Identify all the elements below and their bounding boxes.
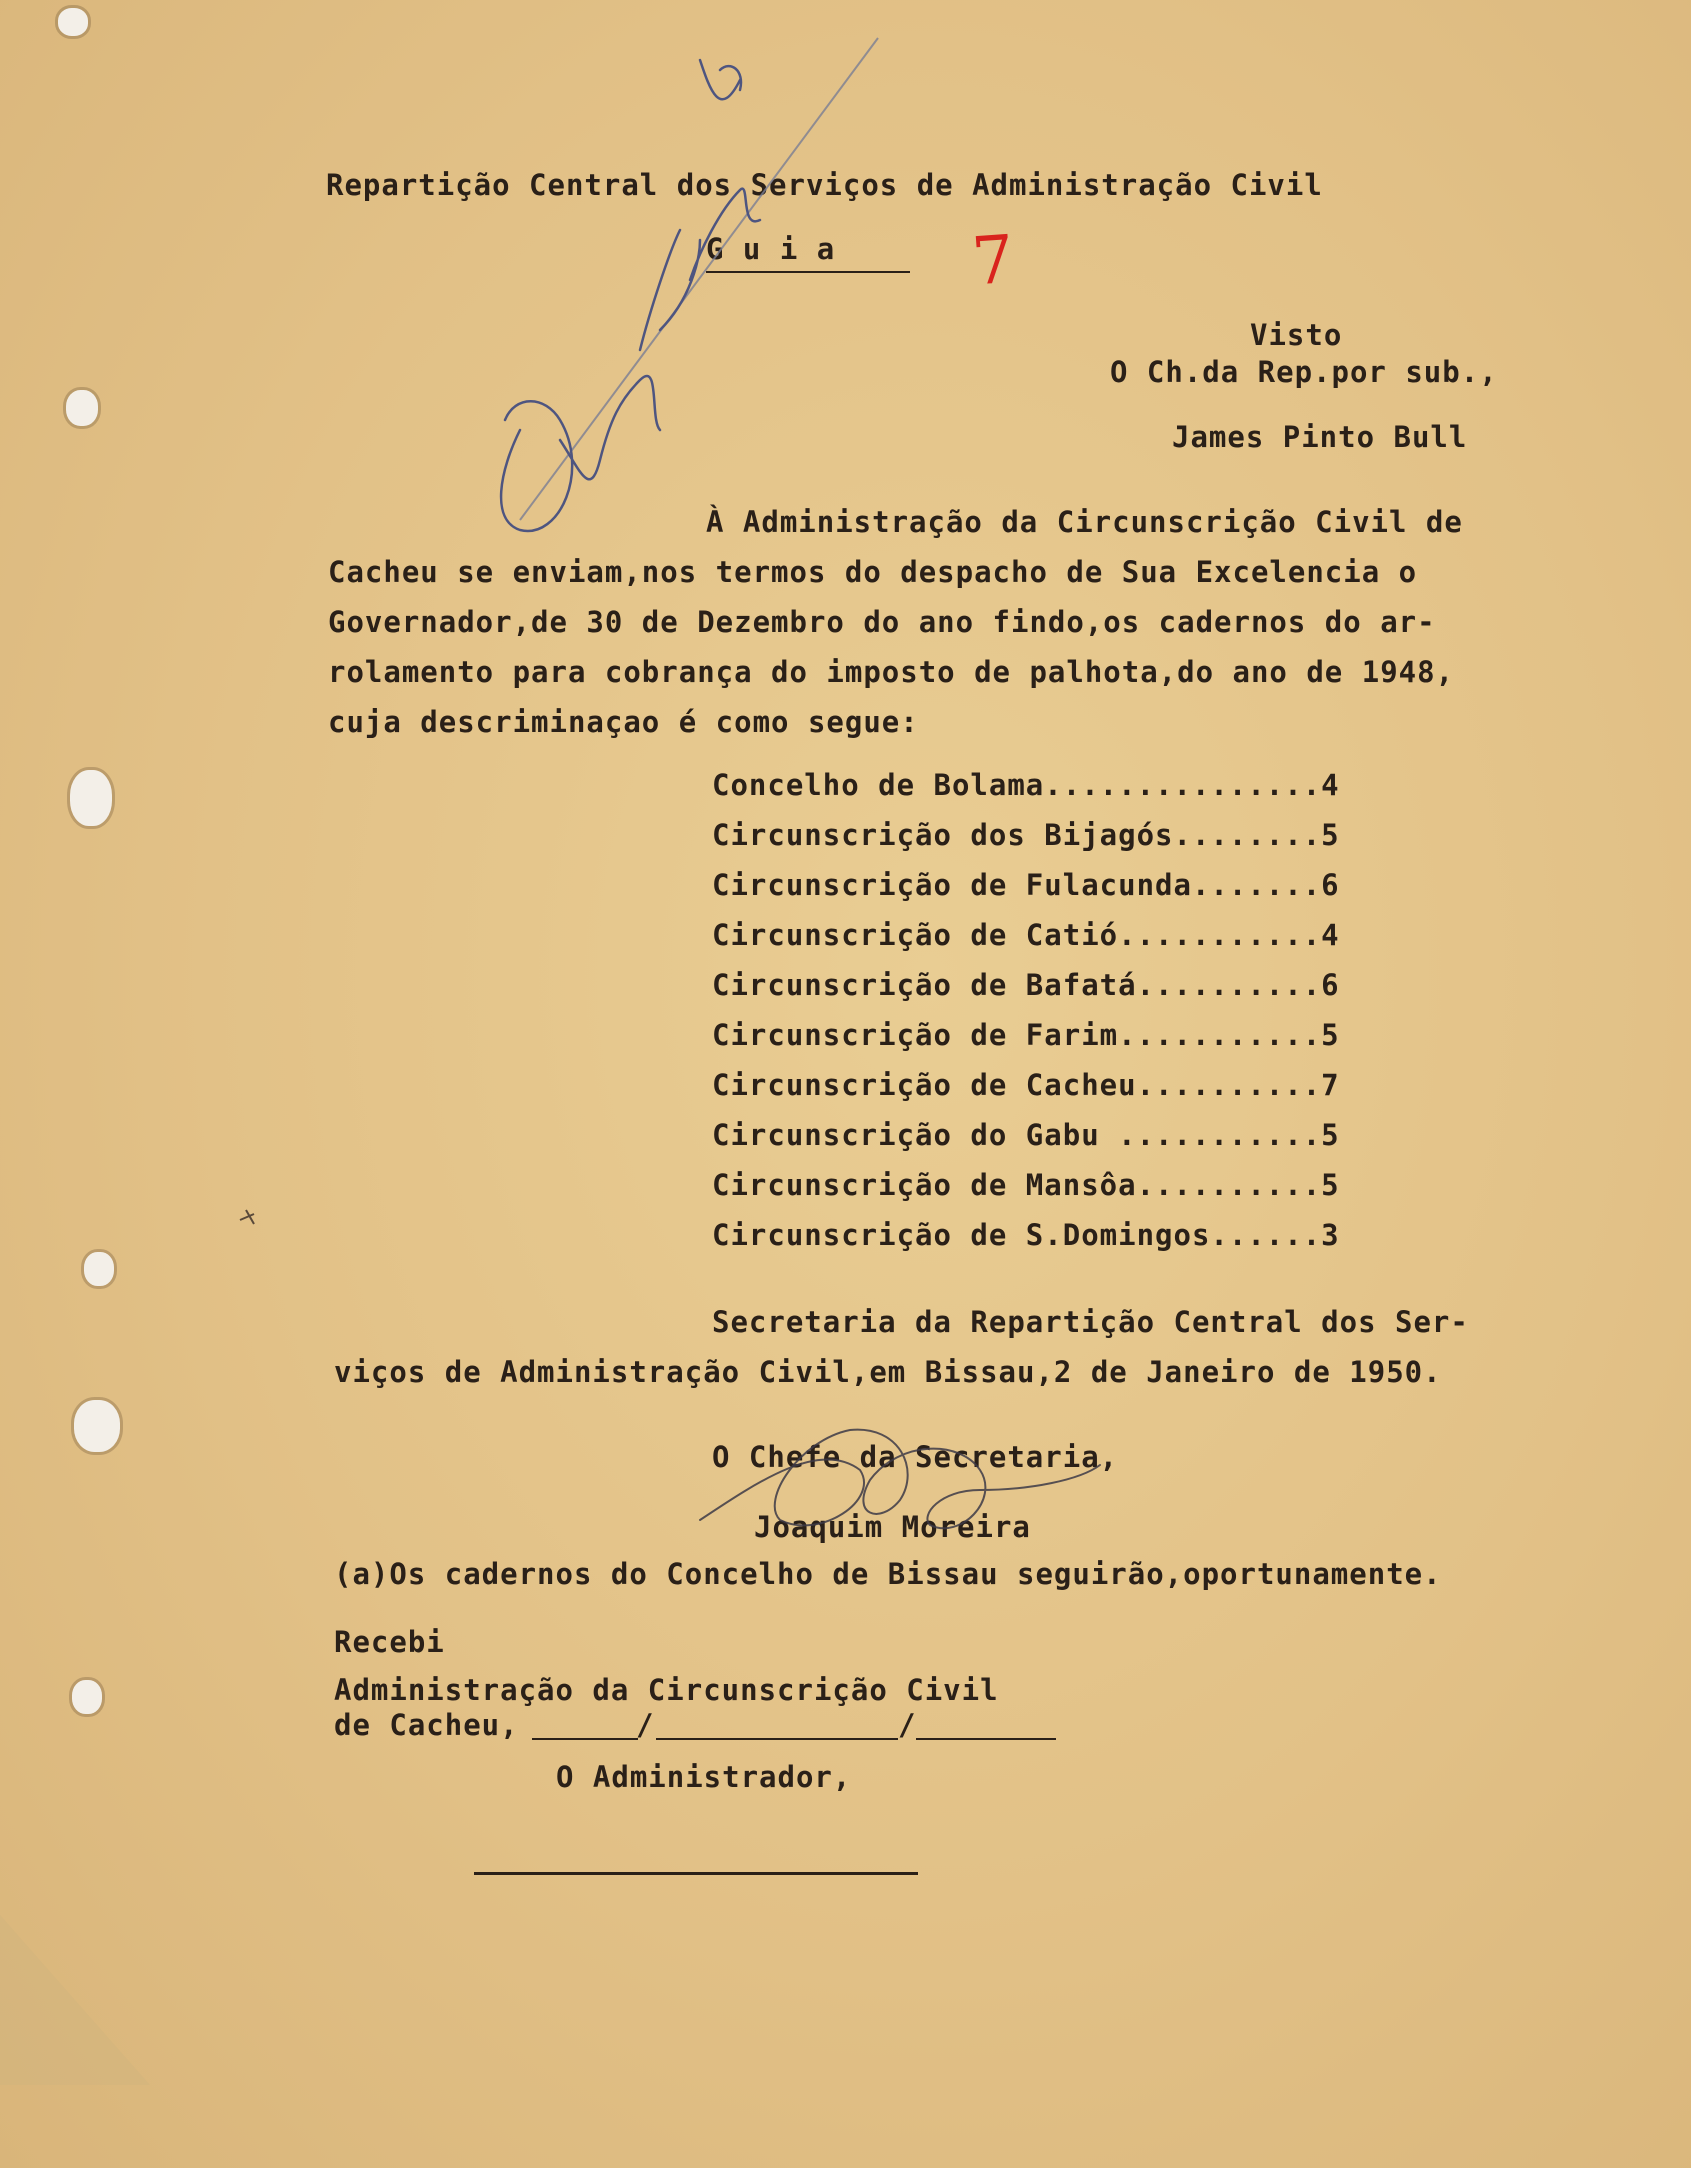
signature-name: Joaquim Moreira — [754, 1510, 1031, 1544]
item-count: 4 — [1321, 918, 1340, 952]
receipt-line: de Cacheu, — [334, 1708, 519, 1742]
body-line: rolamento para cobrança do imposto de palhota,do ano de 1948, — [328, 655, 1455, 689]
item-count: 5 — [1321, 818, 1340, 852]
approval-name: James Pinto Bull — [1172, 420, 1468, 454]
pencil-diagonal-stroke — [520, 38, 878, 520]
approval-visto: Visto — [1250, 318, 1343, 352]
item-label: Circunscrição de S.Domingos...... — [712, 1218, 1322, 1252]
item-count: 5 — [1321, 1118, 1340, 1152]
duplicado-handwriting — [501, 60, 760, 531]
item-count: 3 — [1321, 1218, 1340, 1252]
administrator-label: O Administrador, — [556, 1760, 852, 1794]
item-count: 7 — [1321, 1068, 1340, 1102]
approval-chief-line: O Ch.da Rep.por sub., — [1110, 355, 1498, 389]
receipt-label: Recebi — [334, 1625, 445, 1659]
item-label: Circunscrição de Cacheu.......... — [712, 1068, 1322, 1102]
receipt-line: Administração da Circunscrição Civil — [334, 1673, 999, 1707]
item-label: Circunscrição do Gabu ........... — [712, 1118, 1322, 1152]
item-label: Concelho de Bolama............... — [712, 768, 1322, 802]
moreira-signature — [700, 1430, 1100, 1529]
closing-line: Secretaria da Repartição Central dos Ser- — [712, 1305, 1469, 1339]
item-label: Circunscrição de Fulacunda....... — [712, 868, 1322, 902]
item-count: 6 — [1321, 868, 1340, 902]
item-label: Circunscrição de Catió........... — [712, 918, 1322, 952]
item-count: 4 — [1321, 768, 1340, 802]
guide-number: 7 — [969, 220, 1018, 301]
closing-line: viços de Administração Civil,em Bissau,2 de Janeiro de 1950. — [334, 1355, 1442, 1389]
document-type: G u i a — [706, 232, 836, 266]
body-line: À Administração da Circunscrição Civil de — [706, 505, 1463, 539]
body-line: cuja descriminaçao é como segue: — [328, 705, 919, 739]
item-label: Circunscrição de Bafatá.......... — [712, 968, 1322, 1002]
item-count: 5 — [1321, 1168, 1340, 1202]
item-count: 5 — [1321, 1018, 1340, 1052]
signature-title: O Chefe da Secretaria, — [712, 1440, 1119, 1474]
item-count: 6 — [1321, 968, 1340, 1002]
body-line: Cacheu se enviam,nos termos do despacho de Sua Excelencia o — [328, 555, 1418, 589]
date-separator: / — [636, 1708, 655, 1742]
item-label: Circunscrição de Mansôa.......... — [712, 1168, 1322, 1202]
stray-mark — [240, 1210, 254, 1224]
department-title: Repartição Central dos Serviços de Administração Civil — [326, 168, 1323, 202]
date-separator: / — [898, 1708, 917, 1742]
body-line: Governador,de 30 de Dezembro do ano findo,os cadernos do ar- — [328, 605, 1436, 639]
item-label: Circunscrição dos Bijagós........ — [712, 818, 1322, 852]
note-line: (a)Os cadernos do Concelho de Bissau seguirão,oportunamente. — [334, 1557, 1442, 1591]
item-label: Circunscrição de Farim........... — [712, 1018, 1322, 1052]
